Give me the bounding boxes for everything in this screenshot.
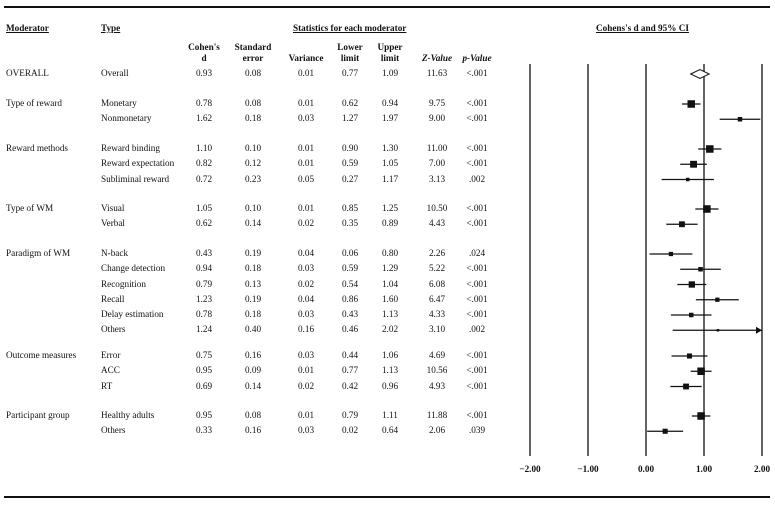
effect-marker: [697, 368, 705, 376]
type-label: N-back: [101, 248, 129, 258]
stat-cell-lower: 0.86: [341, 293, 359, 304]
stat-cell-z: 6.47: [428, 293, 446, 304]
stat-cell-var: 0.01: [297, 68, 315, 78]
stat-cell-se: 0.18: [244, 263, 262, 274]
stat-cell-z: 7.00: [428, 158, 446, 169]
stat-cell-d: 1.23: [195, 293, 213, 304]
type-label: Others: [101, 425, 126, 436]
stat-cell-var: 0.03: [297, 350, 315, 360]
effect-marker: [717, 329, 720, 332]
stat-cell-p: <.001: [466, 350, 488, 360]
overall-diamond: [691, 70, 710, 79]
type-label: Overall: [101, 68, 129, 78]
x-tick-label: −1.00: [577, 464, 599, 474]
stat-cell-var: 0.01: [297, 410, 315, 420]
stat-cell-d: 0.72: [195, 173, 213, 184]
stat-cell-z: 4.43: [428, 218, 446, 229]
stat-cell-var: 0.03: [297, 113, 315, 124]
stat-cell-lower: 0.44: [341, 350, 359, 360]
column-header: Z-Value: [421, 53, 453, 63]
stat-cell-se: 0.19: [244, 293, 262, 304]
stat-cell-z: 4.69: [428, 350, 446, 360]
stat-cell-lower: 0.79: [341, 410, 359, 420]
type-label: Monetary: [101, 98, 137, 108]
type-label: Healthy adults: [101, 410, 155, 420]
stat-cell-z: 10.50: [426, 203, 448, 213]
stat-cell-lower: 0.59: [341, 158, 359, 169]
stat-cell-var: 0.05: [297, 173, 315, 184]
header-forest: Cohens's d and 95% CI: [596, 23, 689, 33]
stat-cell-lower: 0.02: [341, 425, 359, 436]
stat-cell-z: 11.88: [426, 410, 448, 420]
type-label: Error: [101, 350, 121, 360]
stat-cell-se: 0.08: [244, 410, 262, 420]
x-tick-label: 2.00: [753, 464, 771, 474]
stat-cell-upper: 0.94: [381, 98, 399, 108]
stat-cell-var: 0.02: [297, 380, 315, 391]
stat-cell-p: .002: [468, 324, 486, 335]
stat-cell-d: 1.24: [195, 324, 213, 335]
effect-marker: [690, 161, 697, 168]
stat-cell-p: <.001: [466, 113, 488, 124]
stat-cell-d: 0.69: [195, 380, 213, 391]
column-header-line2: d: [201, 53, 207, 63]
effect-marker: [679, 221, 685, 227]
stat-cell-p: <.001: [466, 203, 488, 213]
stat-cell-d: 1.62: [195, 113, 213, 124]
stat-cell-se: 0.16: [244, 350, 262, 360]
stat-cell-d: 1.05: [195, 203, 213, 213]
stat-cell-z: 5.22: [428, 263, 446, 274]
type-label: Change detection: [101, 263, 166, 274]
stat-cell-var: 0.01: [297, 365, 315, 376]
stat-cell-se: 0.18: [244, 309, 262, 319]
effect-marker: [689, 281, 695, 287]
stat-cell-z: 3.13: [428, 173, 446, 184]
stat-cell-p: .002: [468, 173, 486, 184]
stat-cell-p: <.001: [466, 278, 488, 289]
stat-cell-upper: 1.30: [381, 143, 399, 153]
stat-cell-lower: 0.54: [341, 278, 359, 289]
x-tick-label: −2.00: [519, 464, 541, 474]
stat-cell-se: 0.14: [244, 380, 262, 391]
moderator-label: Participant group: [6, 410, 70, 420]
stat-cell-p: <.001: [466, 309, 488, 319]
moderator-label: Type of reward: [6, 98, 62, 108]
effect-marker: [687, 353, 692, 358]
effect-marker: [698, 267, 703, 272]
effect-marker: [706, 145, 714, 153]
type-label: Visual: [101, 203, 125, 213]
stat-cell-d: 0.43: [195, 248, 213, 258]
stat-cell-d: 0.62: [195, 218, 213, 229]
stat-cell-var: 0.01: [297, 143, 315, 153]
stat-cell-upper: 1.29: [381, 263, 399, 274]
stat-cell-upper: 1.13: [381, 365, 399, 376]
stat-cell-lower: 0.85: [341, 203, 359, 213]
column-header: Variance: [288, 53, 324, 63]
moderator-label: Paradigm of WM: [6, 248, 71, 258]
type-label: ACC: [101, 365, 120, 376]
stat-cell-se: 0.10: [244, 143, 262, 153]
stat-cell-d: 0.78: [195, 98, 213, 108]
column-header: Upper: [377, 42, 403, 52]
stat-cell-lower: 0.77: [341, 365, 359, 376]
stat-cell-z: 9.00: [428, 113, 446, 124]
stat-cell-var: 0.16: [297, 324, 315, 335]
column-header: Cohen's: [188, 42, 220, 52]
stat-cell-upper: 1.06: [381, 350, 399, 360]
stat-cell-se: 0.40: [244, 324, 262, 335]
stat-cell-upper: 0.64: [381, 425, 399, 436]
stat-cell-z: 2.06: [428, 425, 446, 436]
stat-cell-upper: 1.13: [381, 309, 399, 319]
stat-cell-lower: 0.77: [341, 68, 359, 78]
effect-marker: [738, 117, 743, 122]
stat-cell-p: <.001: [466, 98, 488, 108]
effect-marker: [715, 298, 719, 302]
stat-cell-d: 0.78: [195, 309, 213, 319]
type-label: Others: [101, 324, 126, 335]
stat-cell-upper: 1.11: [382, 410, 398, 420]
stat-cell-se: 0.08: [244, 68, 262, 78]
stat-cell-p: .039: [468, 425, 486, 436]
type-label: Reward binding: [101, 143, 160, 153]
effect-marker: [663, 429, 668, 434]
moderator-label: Outcome measures: [6, 350, 77, 360]
stat-cell-se: 0.09: [244, 365, 262, 376]
stat-cell-p: <.001: [466, 365, 488, 376]
stat-cell-var: 0.02: [297, 218, 315, 229]
effect-marker: [689, 313, 694, 318]
stat-cell-upper: 1.25: [381, 203, 399, 213]
stat-cell-se: 0.08: [244, 98, 262, 108]
stat-cell-d: 0.82: [195, 158, 213, 169]
stat-cell-d: 0.95: [195, 410, 213, 420]
stat-cell-se: 0.12: [244, 158, 262, 169]
column-header: p-Value: [462, 53, 492, 63]
stat-cell-d: 0.75: [195, 350, 213, 360]
x-tick-label: 0.00: [637, 464, 655, 474]
stat-cell-z: 2.26: [428, 248, 446, 258]
column-header: Standard: [234, 42, 272, 52]
x-tick-label: 1.00: [695, 464, 713, 474]
stat-cell-z: 6.08: [428, 278, 446, 289]
stat-cell-se: 0.18: [244, 113, 262, 124]
effect-marker: [687, 100, 695, 108]
stat-cell-d: 0.79: [195, 278, 213, 289]
stat-cell-lower: 0.90: [341, 143, 359, 153]
stat-cell-p: <.001: [466, 68, 488, 78]
type-label: Delay estimation: [101, 309, 164, 319]
stat-cell-lower: 0.27: [341, 173, 359, 184]
stat-cell-se: 0.13: [244, 278, 262, 289]
stat-cell-d: 0.33: [195, 425, 213, 436]
type-label: Nonmonetary: [101, 113, 152, 124]
effect-marker: [703, 205, 711, 213]
stat-cell-upper: 1.05: [381, 158, 399, 169]
stat-cell-var: 0.01: [297, 203, 315, 213]
type-label: RT: [101, 380, 113, 391]
stat-cell-p: <.001: [466, 158, 488, 169]
stat-cell-p: <.001: [466, 293, 488, 304]
stat-cell-upper: 1.17: [381, 173, 399, 184]
stat-cell-d: 1.10: [195, 143, 213, 153]
stat-cell-lower: 0.42: [341, 380, 359, 391]
stat-cell-lower: 0.06: [341, 248, 359, 258]
stat-cell-p: .024: [468, 248, 486, 258]
stat-cell-lower: 0.59: [341, 263, 359, 274]
stat-cell-upper: 1.09: [381, 68, 399, 78]
moderator-label: Reward methods: [6, 143, 69, 153]
column-header-line2: limit: [380, 53, 400, 63]
stat-cell-lower: 0.35: [341, 218, 359, 229]
stat-cell-var: 0.01: [297, 158, 315, 169]
header-moderator: Moderator: [6, 23, 49, 33]
moderator-label: OVERALL: [6, 68, 49, 78]
stat-cell-upper: 1.97: [381, 113, 399, 124]
effect-marker: [683, 384, 689, 390]
stat-cell-p: <.001: [466, 380, 488, 391]
stat-cell-var: 0.04: [297, 248, 315, 258]
stat-cell-z: 9.75: [428, 98, 446, 108]
stat-cell-p: <.001: [466, 218, 488, 229]
type-label: Subliminal reward: [101, 173, 170, 184]
stat-cell-p: <.001: [466, 143, 488, 153]
stat-cell-p: <.001: [466, 263, 488, 274]
stat-cell-var: 0.03: [297, 425, 315, 436]
stat-cell-upper: 0.80: [381, 248, 399, 258]
stat-cell-var: 0.03: [297, 263, 315, 274]
header-type: Type: [101, 23, 121, 33]
stat-cell-upper: 0.96: [381, 380, 399, 391]
stat-cell-lower: 0.62: [341, 98, 359, 108]
stat-cell-upper: 0.89: [381, 218, 399, 229]
stat-cell-se: 0.10: [244, 203, 262, 213]
stat-cell-lower: 0.43: [341, 309, 359, 319]
stat-cell-var: 0.04: [297, 293, 315, 304]
stat-cell-se: 0.14: [244, 218, 262, 229]
stat-cell-d: 0.94: [195, 263, 213, 274]
effect-marker: [669, 252, 673, 256]
effect-marker: [686, 178, 690, 182]
stat-cell-z: 11.00: [426, 143, 448, 153]
moderator-label: Type of WM: [6, 203, 54, 213]
stat-cell-z: 4.33: [428, 309, 446, 319]
stat-cell-z: 11.63: [426, 68, 448, 78]
stat-cell-z: 3.10: [428, 324, 446, 335]
header-stats-group: Statistics for each moderator: [293, 23, 407, 33]
stat-cell-se: 0.23: [244, 173, 262, 184]
column-header-line2: error: [242, 53, 264, 63]
type-label: Verbal: [101, 218, 125, 229]
stat-cell-se: 0.16: [244, 425, 262, 436]
column-header: Lower: [337, 42, 363, 52]
effect-marker: [697, 412, 705, 420]
stat-cell-var: 0.03: [297, 309, 315, 319]
type-label: Recall: [101, 293, 125, 304]
type-label: Reward expectation: [101, 158, 175, 169]
ci-arrow: [756, 327, 762, 334]
stat-cell-var: 0.01: [297, 98, 315, 108]
stat-cell-var: 0.02: [297, 278, 315, 289]
stat-cell-z: 4.93: [428, 380, 446, 391]
stat-cell-d: 0.95: [195, 365, 213, 376]
stat-cell-p: <.001: [466, 410, 488, 420]
stat-cell-upper: 1.60: [381, 293, 399, 304]
stat-cell-se: 0.19: [244, 248, 262, 258]
column-header-line2: limit: [340, 53, 360, 63]
stat-cell-upper: 1.04: [381, 278, 399, 289]
stat-cell-lower: 1.27: [341, 113, 359, 124]
stat-cell-z: 10.56: [426, 365, 448, 376]
stat-cell-d: 0.93: [195, 68, 213, 78]
stat-cell-lower: 0.46: [341, 324, 359, 335]
stat-cell-upper: 2.02: [381, 324, 399, 335]
type-label: Recognition: [101, 278, 146, 289]
